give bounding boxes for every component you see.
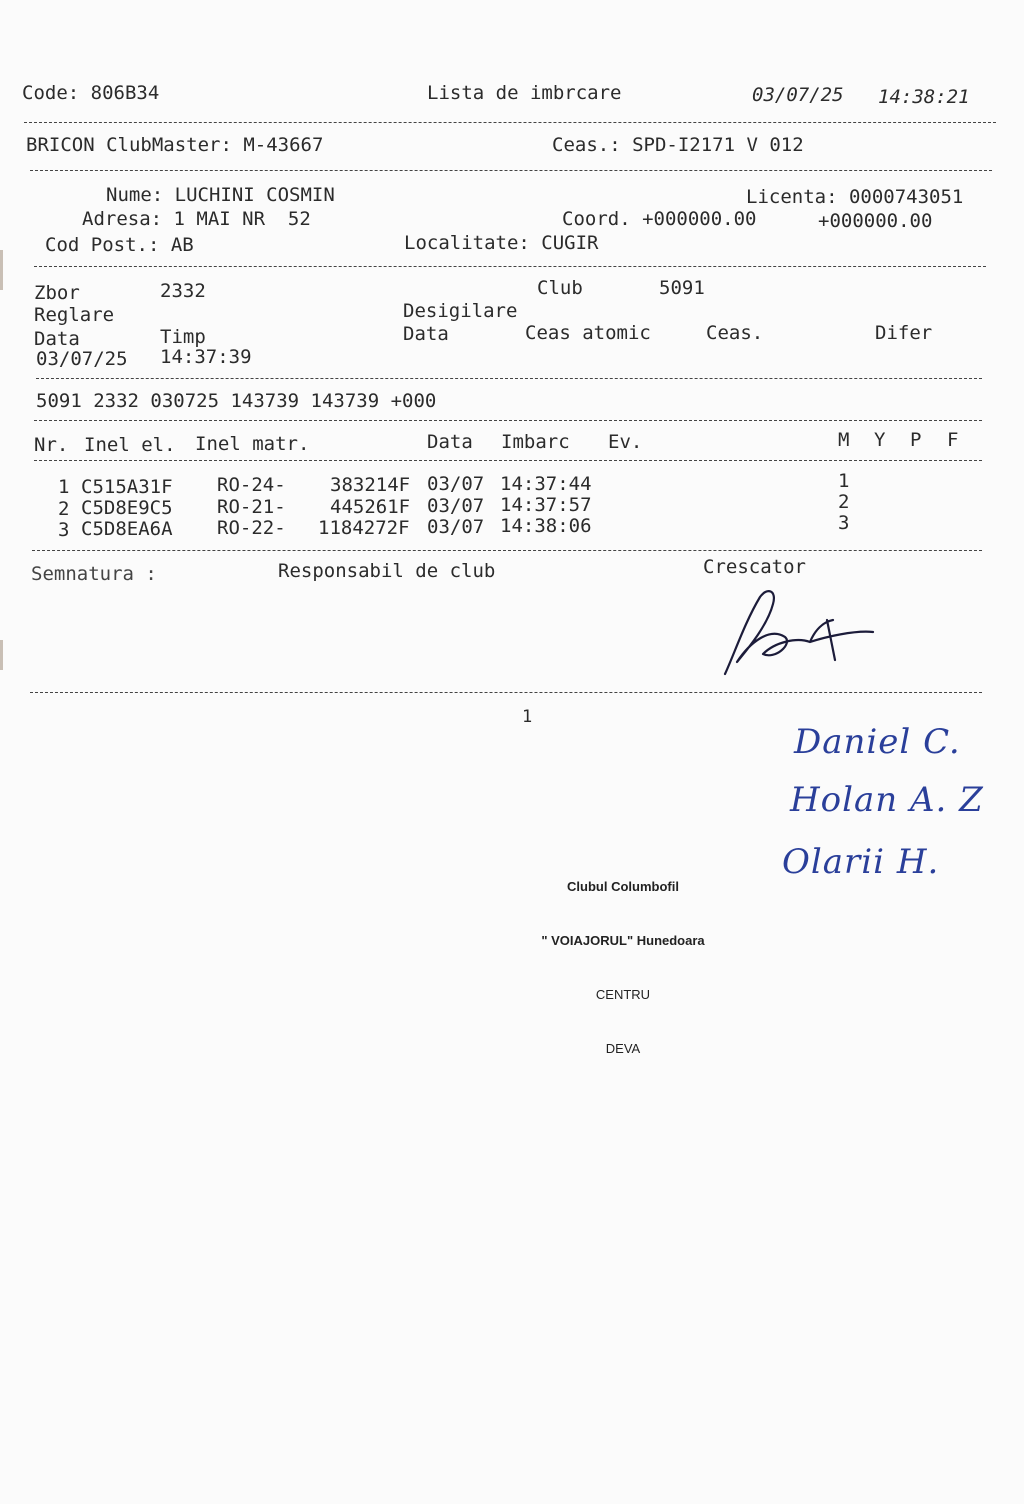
divider xyxy=(24,122,996,123)
row-m: 2 xyxy=(838,491,850,513)
row-imbarc: 14:37:44 xyxy=(500,473,592,495)
paper-edge-mark xyxy=(0,250,3,290)
col-nr: Nr. xyxy=(34,434,69,456)
code-label: Code: 806B34 xyxy=(22,82,160,104)
timp-label: Timp xyxy=(160,326,206,348)
reglare-date: 03/07/25 xyxy=(36,348,128,370)
row-matr: 445261F xyxy=(330,496,411,518)
col-inel-el: Inel el. xyxy=(84,434,176,456)
row-data: 03/07 xyxy=(427,495,485,517)
stamp-line-2: " VOIAJORUL" Hunedoara xyxy=(541,933,705,948)
owner-postcode: Cod Post.: AB xyxy=(45,234,194,256)
row-imbarc: 14:38:06 xyxy=(500,515,592,537)
crescator-label: Crescator xyxy=(703,556,806,578)
row-prefix: RO-21- xyxy=(217,496,286,518)
divider xyxy=(34,420,982,421)
owner-coord-2: +000000.00 xyxy=(818,210,933,232)
stamp-line-3: CENTRU xyxy=(595,987,651,1002)
col-imbarc: Imbarc xyxy=(501,431,570,453)
stamp-line-1: Clubul Columbofil xyxy=(567,879,679,894)
handwritten-name-1: Daniel C. xyxy=(794,722,961,762)
row-m: 1 xyxy=(838,470,850,492)
row-nr: 1 xyxy=(58,476,70,498)
header-time: 14:38:21 xyxy=(878,86,970,108)
difer-label: Difer xyxy=(875,322,933,344)
divider xyxy=(32,550,982,551)
owner-name: Nume: LUCHINI COSMIN xyxy=(106,184,335,206)
stamp-line-4: DEVA xyxy=(605,1041,641,1056)
header-date: 03/07/25 xyxy=(752,84,844,106)
desigilare-data-label: Data xyxy=(403,323,449,345)
row-imbarc: 14:37:57 xyxy=(500,494,592,516)
row-m: 3 xyxy=(838,512,850,534)
summary-line: 5091 2332 030725 143739 143739 +000 xyxy=(36,390,437,412)
divider xyxy=(34,460,982,461)
owner-address: Adresa: 1 MAI NR 52 xyxy=(82,208,311,230)
row-nr: 3 xyxy=(58,519,70,541)
club-label: Club xyxy=(537,277,583,299)
document-title: Lista de imbrcare xyxy=(427,82,622,104)
row-prefix: RO-24- xyxy=(217,474,286,496)
row-inel-el: C5D8E9C5 xyxy=(81,497,173,519)
col-f: F xyxy=(947,429,959,451)
ceas-atomic-label: Ceas atomic xyxy=(525,322,651,344)
row-inel-el: C5D8EA6A xyxy=(81,518,173,540)
row-prefix: RO-22- xyxy=(217,517,286,539)
responsabil-label: Responsabil de club xyxy=(278,560,496,582)
data-label: Data xyxy=(34,328,80,350)
zbor-label: Zbor xyxy=(34,282,80,304)
paper-edge-mark xyxy=(0,640,3,670)
handwritten-name-3: Olarii H. xyxy=(782,842,940,882)
crescator-signature xyxy=(715,582,885,682)
col-y: Y xyxy=(874,429,886,451)
row-data: 03/07 xyxy=(427,473,485,495)
zbor-value: 2332 xyxy=(160,280,206,302)
row-matr: 1184272F xyxy=(318,517,410,539)
col-ev: Ev. xyxy=(608,431,643,453)
reglare-time: 14:37:39 xyxy=(160,346,252,368)
divider xyxy=(30,692,982,693)
desigilare-label: Desigilare xyxy=(403,300,518,322)
col-m: M xyxy=(838,429,850,451)
row-data: 03/07 xyxy=(427,516,485,538)
divider xyxy=(36,378,982,379)
owner-licence: Licenta: 0000743051 xyxy=(746,186,964,208)
row-inel-el: C515A31F xyxy=(81,476,173,498)
owner-locality: Localitate: CUGIR xyxy=(404,232,599,254)
col-p: P xyxy=(910,429,922,451)
handwritten-name-2: Holan A. Z xyxy=(790,780,984,820)
club-stamp xyxy=(508,842,738,1094)
club-value: 5091 xyxy=(659,277,705,299)
ceas-label: Ceas. xyxy=(706,322,764,344)
col-inel-matr: Inel matr. xyxy=(195,433,310,455)
owner-coord: Coord. +000000.00 xyxy=(562,208,757,230)
divider xyxy=(30,170,992,171)
row-matr: 383214F xyxy=(330,474,411,496)
col-data: Data xyxy=(427,431,473,453)
clubmaster-id: BRICON ClubMaster: M-43667 xyxy=(26,134,324,156)
ceas-id: Ceas.: SPD-I2171 V 012 xyxy=(552,134,804,156)
divider xyxy=(34,266,986,267)
row-nr: 2 xyxy=(58,498,70,520)
semnatura-label: Semnatura : xyxy=(31,563,157,585)
reglare-label: Reglare xyxy=(34,304,115,326)
page-number: 1 xyxy=(522,707,533,727)
